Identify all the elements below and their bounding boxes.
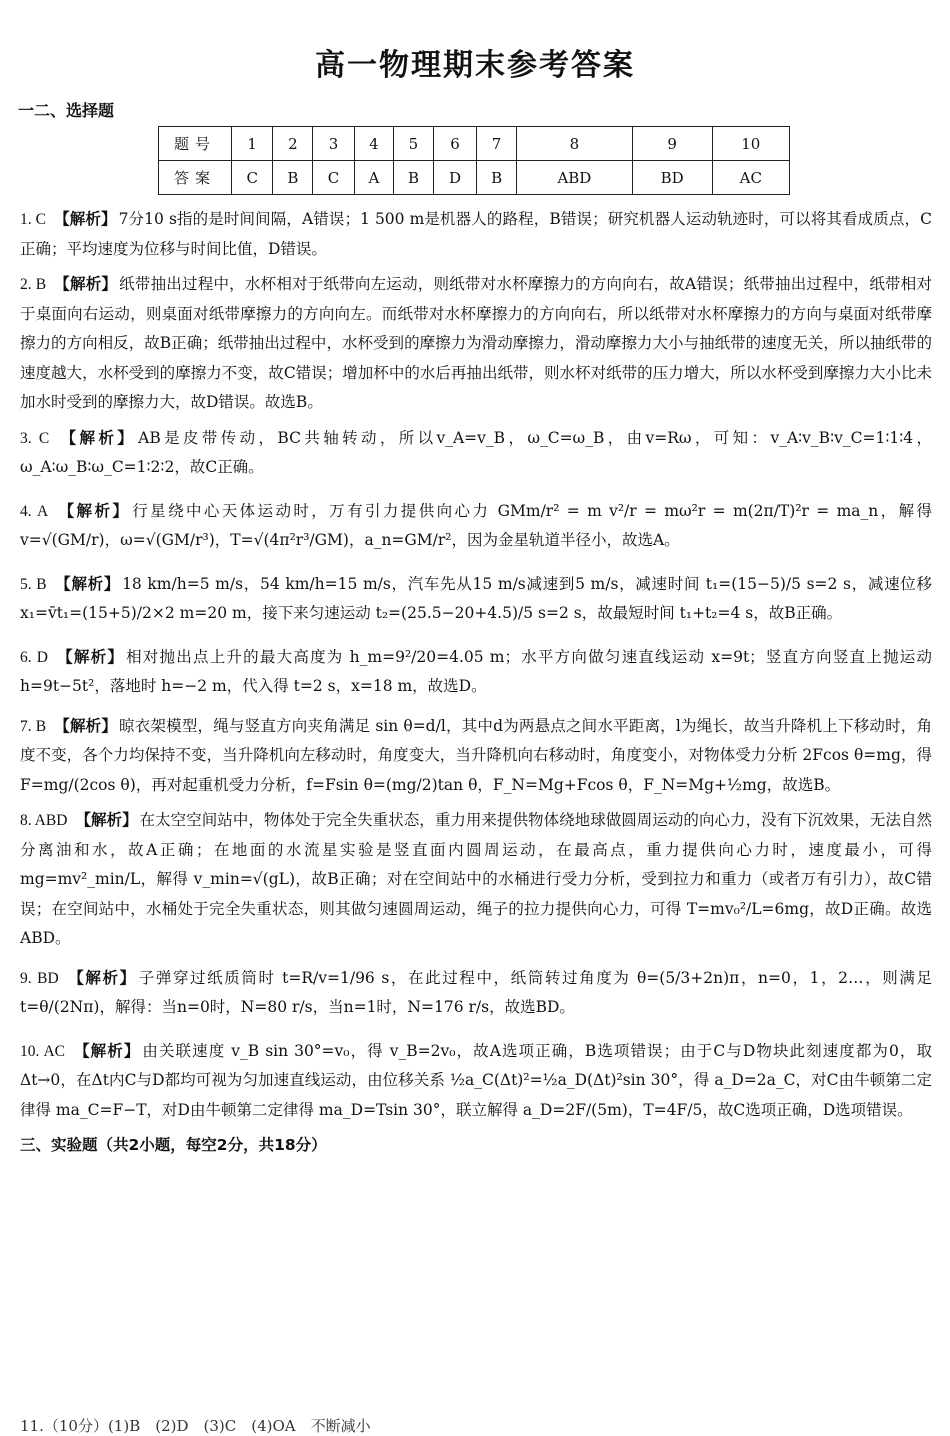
item-text: 18 km/h=5 m/s，54 km/h=15 m/s，汽车先从15 m/s减速到5 m/s，减速时间 t₁=(15−5)/5 s=2 s，减速位移 x₁=v̄t₁=(15+5)/2×2 m=20 m，接下来匀速运动 t₂=(25.5−20+4.5)/5 s=2 s，故最短时间 t₁+t₂=4 s，故B正确。	[20, 574, 932, 622]
analysis-tag: 【解析】	[54, 275, 118, 293]
item-text: 子弹穿过纸质筒时 t=R/v=1/96 s，在此过程中，纸筒转过角度为 θ=(5/3+2n)π，n=0，1，2…，则满足 t=θ/(2Nπ)，解得：当n=0时，N=80 r/s，当n=1时，N=176 r/s，故选BD。	[20, 968, 932, 1016]
solution-item-10	[20, 1037, 932, 1126]
item-number: 4. A	[20, 502, 49, 520]
table-cell: BD	[632, 161, 712, 195]
table-cell: A	[354, 161, 393, 195]
page-title: 高一物理期末参考答案	[315, 48, 635, 83]
table-cell: B	[477, 161, 517, 195]
table-header-question: 题号	[159, 127, 232, 161]
item-text: AB是皮带传动，BC共轴转动，所以v_A=v_B，ω_C=ω_B，由v=Rω，可知：v_A∶v_B∶v_C=1∶1∶4，ω_A∶ω_B∶ω_C=1∶2∶2，故C正确。	[20, 428, 932, 476]
table-cell: 4	[354, 127, 393, 161]
table-row-answers	[159, 161, 790, 195]
analysis-tag: 【解析】	[73, 1041, 141, 1060]
item-text: 纸带抽出过程中，水杯相对于纸带向左运动，则纸带对水杯摩擦力的方向向右，故A错误；纸带抽出过程中，纸带相对于桌面向右运动，则桌面对纸带摩擦力的方向向左。而纸带对水杯摩擦力的方向向右，所以纸带对水杯摩擦力的方向与桌面对纸带摩擦力的方向相反，故B正确；纸带抽出过程中，水杯受到的摩擦力为滑动摩擦力，滑动摩擦力大小与抽纸带的速度无关，所以抽纸带的速度越大，水杯受到的摩擦力不变，故C错误；增加杯中的水后再抽出纸带，则水杯对纸带的压力增大，所以水杯受到摩擦力大小比未加水时受到的摩擦力大，故D错误。故选B。	[20, 275, 932, 411]
table-cell: C	[313, 161, 354, 195]
solution-item-5	[20, 570, 932, 629]
solution-item-1	[20, 205, 932, 264]
item-text: 晾衣架模型，绳与竖直方向夹角满足 sin θ=d/l，其中d为两悬点之间水平距离，l为绳长，故当升降机上下移动时，角度不变，各个力均保持不变，当升降机向左移动时，角度变大，当升降机向右移动时，角度变小，对物体受力分析 2Fcos θ=mg，得 F=mg/(2cos θ)，再对起重机受力分析，f=Fsin θ=(mg/2)tan θ，F_N=Mg+Fcos θ，F_N=Mg+½mg，故选B。	[20, 716, 932, 794]
item-number: 1. C	[20, 211, 46, 228]
item-number: 3. C	[20, 429, 50, 447]
analysis-tag: 【解析】	[66, 968, 137, 987]
table-cell: B	[394, 161, 434, 195]
item-number: 8. ABD	[20, 812, 68, 829]
analysis-tag: 【解析】	[56, 501, 131, 520]
item-text: 行星绕中心天体运动时，万有引力提供向心力 GMm/r² = m v²/r = mω²r = m(2π/T)²r = ma_n，解得 v=√(GM/r)，ω=√(GM/r³)，T=√(4π²r³/GM)，a_n=GM/r²，因为金星轨道半径小，故选A。	[20, 501, 932, 549]
solution-item-6	[20, 643, 932, 702]
item-number: 10. AC	[20, 1042, 66, 1060]
analysis-tag: 【解析】	[75, 811, 138, 829]
table-cell: 2	[273, 127, 313, 161]
item-text: 在太空空间站中，物体处于完全失重状态，重力用来提供物体绕地球做圆周运动的向心力，没有下沉效果，无法自然分离油和水，故A正确；在地面的水流星实验是竖直面内圆周运动，在最高点，重力提供向心力时，速度最小，可得 mg=mv²_min/L，解得 v_min=√(gL)，故B正确；对在空间站中的水桶进行受力分析，受到拉力和重力（或者万有引力），故C错误；在空间站中，水桶处于完全失重状态，则其做匀速圆周运动，绳子的拉力提供向心力，可得 T=mv₀²/L=6mg，故D正确。故选ABD。	[20, 811, 932, 947]
solution-item-3	[20, 424, 932, 483]
item-number: 9. BD	[20, 969, 59, 987]
table-cell: C	[232, 161, 273, 195]
analysis-tag: 【解析】	[57, 428, 137, 447]
section-heading-choice: 一二、选择题	[18, 101, 115, 120]
analysis-tag: 【解析】	[54, 574, 121, 593]
item-number: 2. B	[20, 276, 47, 293]
table-cell: 1	[232, 127, 273, 161]
table-cell: AC	[712, 161, 789, 195]
table-header-answer: 答案	[159, 161, 232, 195]
section-heading-experiment: 三、实验题（共2小题，每空2分，共18分）	[20, 1136, 327, 1154]
solution-item-2	[20, 270, 932, 418]
table-cell: 3	[313, 127, 354, 161]
item-text: 7分10 s指的是时间间隔，A错误；1 500 m是机器人的路程，B错误；研究机器人运动轨迹时，可以将其看成质点，C正确；平均速度为位移与时间比值，D错误。	[20, 210, 932, 258]
solution-item-9	[20, 964, 932, 1023]
item-number: 6. D	[20, 648, 48, 666]
table-cell: 6	[433, 127, 476, 161]
item-number: 5. B	[20, 575, 47, 593]
table-cell: ABD	[517, 161, 633, 195]
solution-item-7	[20, 712, 932, 801]
item-number: 7. B	[20, 717, 47, 735]
analysis-tag: 【解析】	[55, 647, 125, 666]
table-cell: 10	[712, 127, 789, 161]
answer-table	[158, 126, 790, 195]
table-cell: B	[273, 161, 313, 195]
analysis-tag: 【解析】	[53, 210, 117, 228]
table-row-questions	[159, 127, 790, 161]
item-text: 相对抛出点上升的最大高度为 h_m=9²/20=4.05 m；水平方向做匀速直线运动 x=9t；竖直方向竖直上抛运动 h=9t−5t²，落地时 h=−2 m，代入得 t=2 s，x=18 m，故选D。	[20, 647, 932, 695]
solution-item-4	[20, 497, 932, 556]
item-text: 由关联速度 v_B sin 30°=v₀，得 v_B=2v₀，故A选项正确，B选项错误；由于C与D物块此刻速度都为0，取Δt→0，在Δt内C与D都均可视为匀加速直线运动，由位移关系 ½a_C(Δt)²=½a_D(Δt)²sin 30°，得 a_D=2a_C，对C由牛顿第二定律得 ma_C=F−T，对D由牛顿第二定律得 ma_D=Tsin 30°，联立解得 a_D=2F/(5m)，T=4F/5，故C选项正确，D选项错误。	[20, 1041, 932, 1119]
table-cell: 5	[394, 127, 434, 161]
table-cell: D	[433, 161, 476, 195]
item-11-partial: 11.（10分）(1)B (2)D (3)C (4)OA 不断减小	[20, 1417, 371, 1435]
solution-item-8	[20, 806, 932, 954]
solution-list	[20, 205, 932, 1161]
table-cell: 7	[477, 127, 517, 161]
table-cell: 8	[517, 127, 633, 161]
analysis-tag: 【解析】	[54, 716, 118, 735]
table-cell: 9	[632, 127, 712, 161]
